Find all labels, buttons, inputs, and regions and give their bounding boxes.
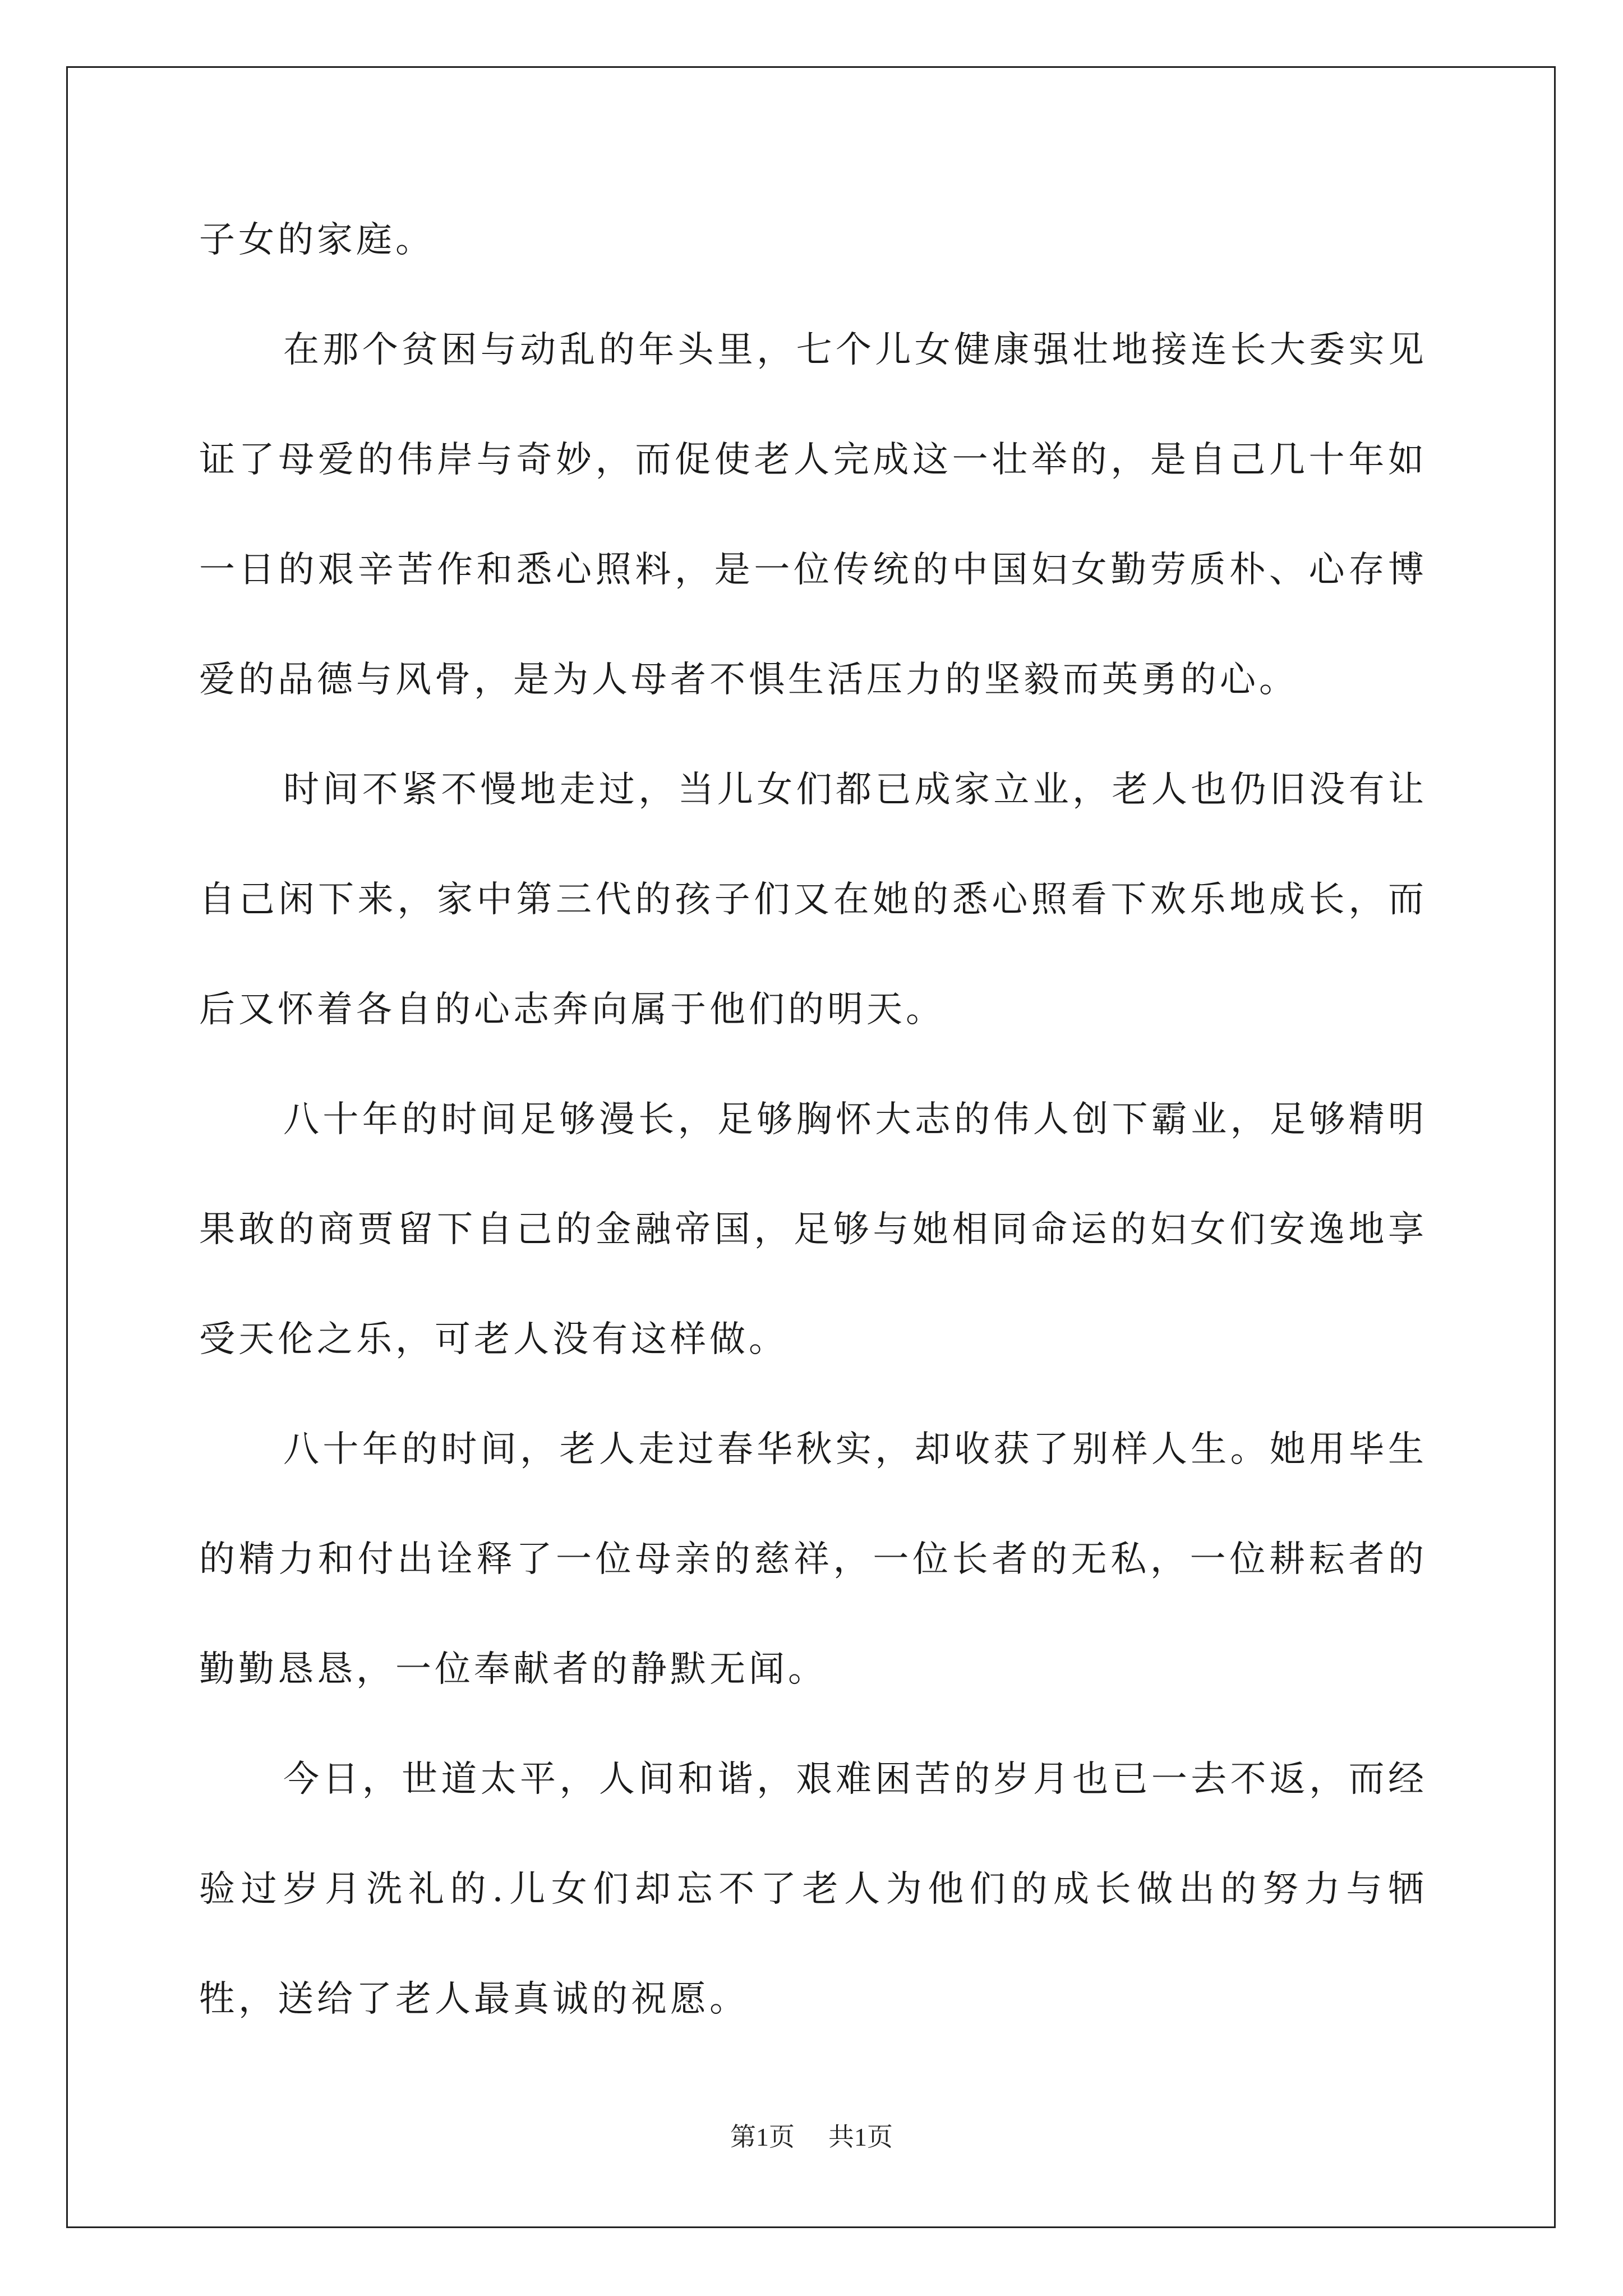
paragraph-2: 在那个贫困与动乱的年头里，七个儿女健康强壮地接连长大委实见证了母爱的伟岸与奇妙，而促使老人完成这一壮举的，是自己几十年如一日的艰辛苦作和悉心照料，是一位传统的中国妇女勤劳质朴、心存博爱的品德与风骨，是为人母者不惧生活压力的坚毅而英勇的心。 — [199, 329, 1427, 701]
paragraph-4: 八十年的时间足够漫长，足够胸怀大志的伟人创下霸业，足够精明果敢的商贾留下自己的金融帝国，足够与她相同命运的妇女们安逸地享受天伦之乐，可老人没有这样做。 — [199, 1099, 1427, 1360]
page-number: 第1页 — [730, 2123, 795, 2151]
page-total: 共1页 — [828, 2123, 893, 2151]
paragraph-3: 时间不紧不慢地走过，当儿女们都已成家立业，老人也仍旧没有让自己闲下来，家中第三代的孩子们又在她的悉心照看下欢乐地成长，而后又怀着各自的心志奔向属于他们的明天。 — [199, 769, 1427, 1030]
paragraph-6: 今日，世道太平，人间和谐，艰难困苦的岁月也已一去不返，而经验过岁月洗礼的.儿女们却忘不了老人为他们的成长做出的努力与牺牲，送给了老人最真诚的祝愿。 — [199, 1759, 1427, 2020]
paragraph-1: 子女的家庭。 — [199, 219, 435, 261]
paragraph-5: 八十年的时间，老人走过春华秋实，却收获了别样人生。她用毕生的精力和付出诠释了一位母亲的慈祥，一位长者的无私，一位耕耘者的勤勤恳恳，一位奉献者的静默无闻。 — [199, 1429, 1427, 1690]
page-footer — [0, 2116, 1623, 2154]
document-body — [199, 185, 1427, 2054]
